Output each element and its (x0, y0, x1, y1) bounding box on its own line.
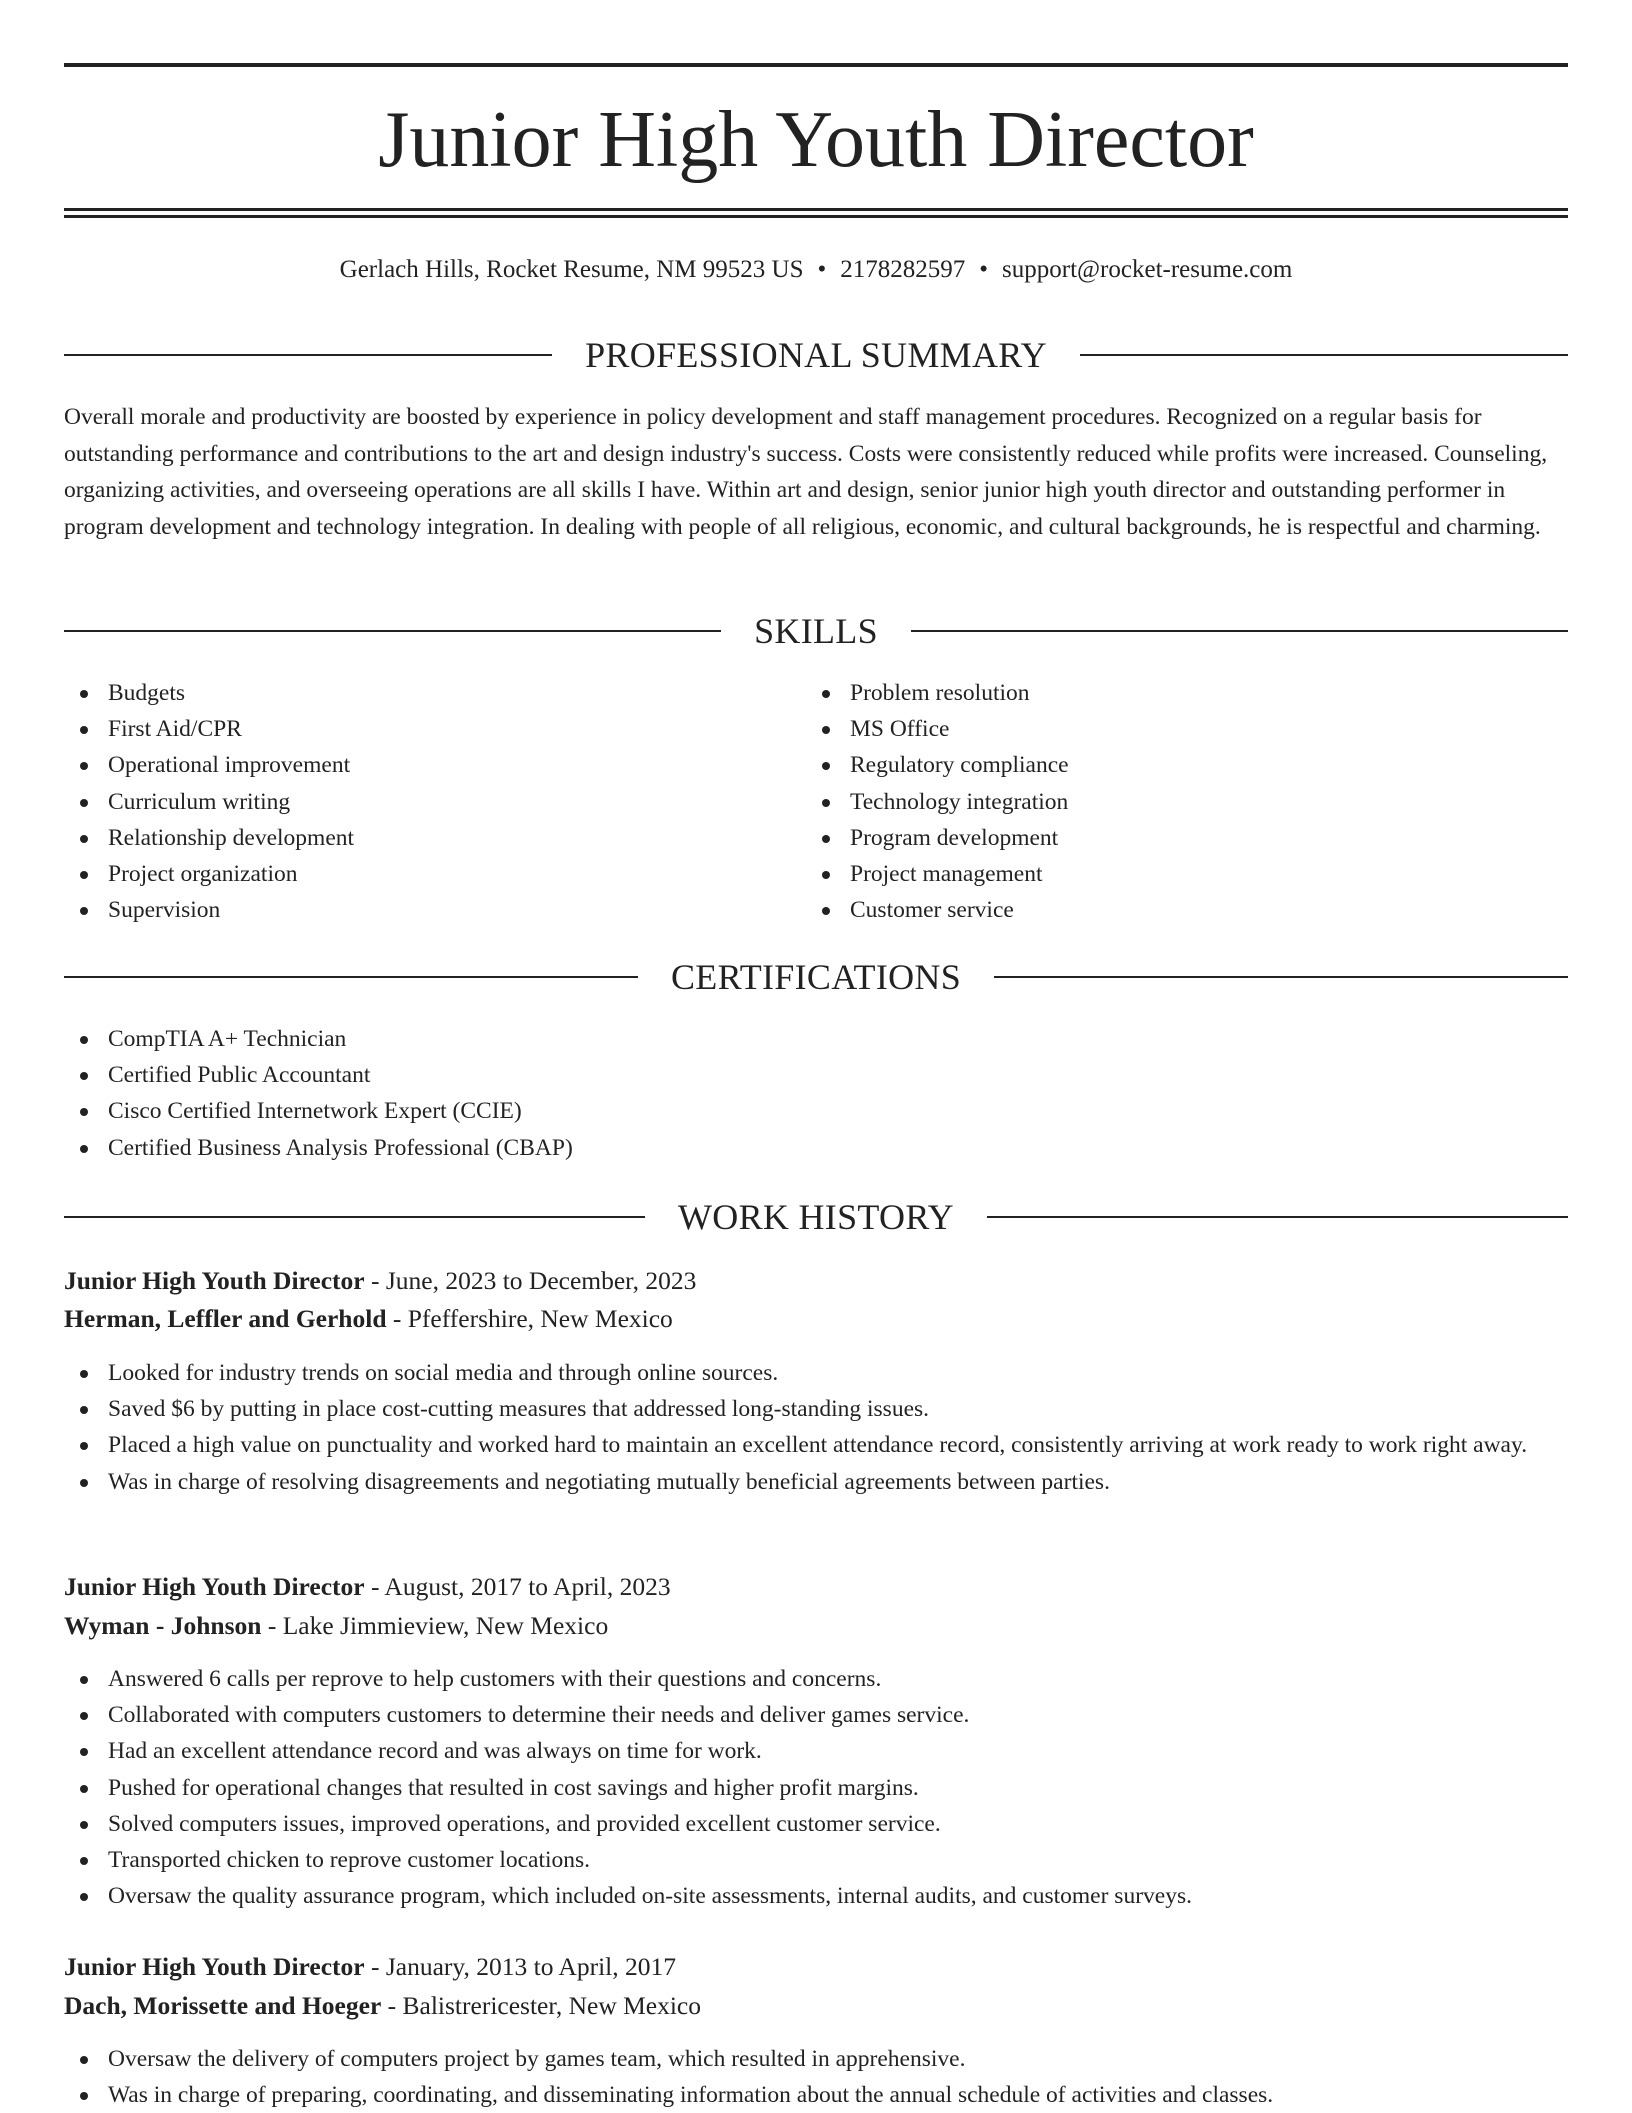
heading-rule (64, 354, 552, 356)
skill-item: Regulatory compliance (806, 747, 1566, 783)
job-bullet: Oversaw the delivery of computers project by games team, which resulted in apprehensive. (64, 2041, 1568, 2077)
job-bullet: Saved $6 by putting in place cost-cutting measures that addressed long-standing issues. (64, 1391, 1568, 1427)
job-title-line (64, 1568, 1568, 1606)
job-bullets (64, 2041, 1568, 2113)
job-title-line (64, 1948, 1568, 1986)
contact-email: support@rocket-resume.com (1002, 256, 1293, 283)
section-heading-summary (64, 333, 1568, 377)
heading-rule (1080, 354, 1568, 356)
job-company: Wyman - Johnson (64, 1611, 262, 1640)
heading-rule (64, 976, 638, 978)
certification-item: Certified Public Accountant (64, 1057, 1568, 1093)
section-title: WORK HISTORY (678, 1197, 954, 1237)
job-bullet: Transported chicken to reprove customer locations. (64, 1842, 1568, 1878)
certification-item: CompTIA A+ Technician (64, 1021, 1568, 1057)
job-bullet: Oversaw the quality assurance program, which included on-site assessments, internal audits, and customer surveys. (64, 1878, 1568, 1914)
job-location: - Lake Jimmieview, New Mexico (261, 1611, 609, 1640)
job-title-line (64, 1262, 1568, 1300)
heading-rule (64, 1216, 645, 1218)
skill-item: Project management (806, 856, 1566, 892)
job-dates: - June, 2023 to December, 2023 (364, 1266, 697, 1295)
heading-rule (994, 976, 1568, 978)
skill-item: Curriculum writing (64, 784, 804, 820)
job-bullet: Collaborated with computers customers to determine their needs and deliver games service. (64, 1697, 1568, 1733)
skill-item: Budgets (64, 675, 804, 711)
skill-item: Program development (806, 820, 1566, 856)
heading-rule (64, 630, 721, 632)
title-bottom-double-rule (64, 208, 1568, 218)
job-bullet: Was in charge of resolving disagreements and negotiating mutually beneficial agreements between parties. (64, 1464, 1568, 1500)
job-bullet: Placed a high value on punctuality and worked hard to maintain an excellent attendance record, consistently arriving at work ready to work right away. (64, 1427, 1568, 1463)
section-heading-work-history (64, 1195, 1568, 1239)
certification-item: Cisco Certified Internetwork Expert (CCIE) (64, 1093, 1568, 1129)
skills-list-left (64, 675, 804, 928)
job-dates: - August, 2017 to April, 2023 (364, 1572, 671, 1601)
job-bullet: Looked for industry trends on social media and through online sources. (64, 1355, 1568, 1391)
skill-item: Project organization (64, 856, 804, 892)
contact-phone: 2178282597 (840, 256, 966, 283)
job-bullet: Pushed for operational changes that resulted in cost savings and higher profit margins. (64, 1770, 1568, 1806)
summary-text: Overall morale and productivity are boosted by experience in policy development and staff management procedures. Recognized on a regular basis for outstanding performance and contributions to the art and design industry's success. Costs were consistently reduced while profits were increased. Counseling, organizing activities, and overseeing operations are all skills I have. Within art and design, senior junior high youth director and outstanding performer in program development and technology integration. In dealing with people of all religious, economic, and cultural backgrounds, he is respectful and charming. (64, 404, 1548, 540)
job-company-line (64, 1300, 1568, 1338)
contact-line (64, 252, 1568, 288)
job-bullets (64, 1355, 1568, 1500)
section-heading-skills (64, 609, 1568, 653)
job-title: Junior High Youth Director (64, 1266, 365, 1295)
certifications-list (64, 1021, 1568, 1166)
contact-separator: • (817, 256, 827, 283)
section-title: CERTIFICATIONS (670, 957, 962, 997)
skills-list-right (806, 675, 1566, 928)
section-title: PROFESSIONAL SUMMARY (585, 335, 1047, 375)
skill-item: First Aid/CPR (64, 711, 804, 747)
job-location: - Balistrericester, New Mexico (381, 1991, 701, 2020)
skill-item: Operational improvement (64, 747, 804, 783)
certification-item: Certified Business Analysis Professional (CBAP) (64, 1130, 1568, 1166)
contact-address: Gerlach Hills, Rocket Resume, NM 99523 US (339, 256, 804, 283)
heading-rule (911, 630, 1568, 632)
title-top-rule (64, 63, 1568, 67)
skill-item: MS Office (806, 711, 1566, 747)
section-heading-certifications (64, 955, 1568, 999)
skill-item: Customer service (806, 892, 1566, 928)
job-bullet: Had an excellent attendance record and was always on time for work. (64, 1733, 1568, 1769)
skill-item: Supervision (64, 892, 804, 928)
section-title: SKILLS (754, 611, 878, 651)
job-title: Junior High Youth Director (64, 1952, 365, 1981)
job-location: - Pfeffershire, New Mexico (386, 1304, 673, 1333)
job-company-line (64, 1987, 1568, 2025)
resume-title: Junior High Youth Director (378, 96, 1254, 184)
job-bullet: Answered 6 calls per reprove to help customers with their questions and concerns. (64, 1661, 1568, 1697)
job-company-line (64, 1607, 1568, 1645)
skill-item: Technology integration (806, 784, 1566, 820)
job-bullet: Was in charge of preparing, coordinating, and disseminating information about the annual schedule of activities and classes. (64, 2077, 1568, 2113)
heading-rule (987, 1216, 1568, 1218)
job-bullet: Solved computers issues, improved operations, and provided excellent customer service. (64, 1806, 1568, 1842)
skill-item: Problem resolution (806, 675, 1566, 711)
job-company: Herman, Leffler and Gerhold (64, 1304, 387, 1333)
job-bullets (64, 1661, 1568, 1914)
job-company: Dach, Morissette and Hoeger (64, 1991, 382, 2020)
job-title: Junior High Youth Director (64, 1572, 365, 1601)
skill-item: Relationship development (64, 820, 804, 856)
job-dates: - January, 2013 to April, 2017 (364, 1952, 676, 1981)
contact-separator: • (979, 256, 989, 283)
